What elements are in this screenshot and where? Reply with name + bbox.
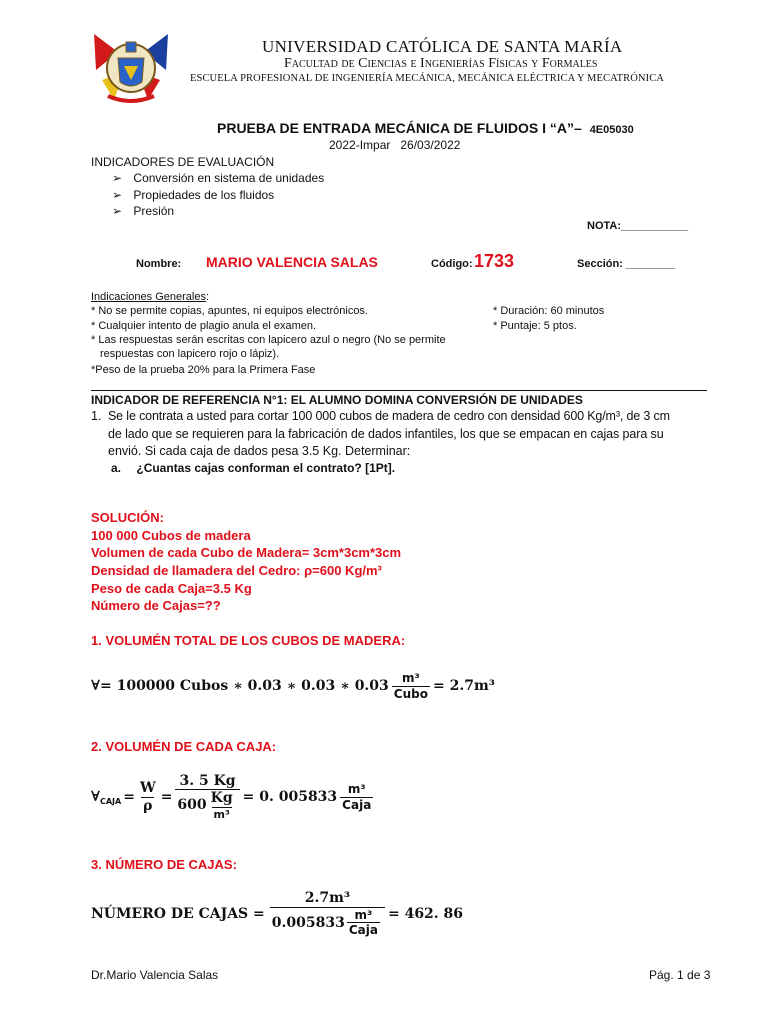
solution-heading: SOLUCIÓN: [91, 510, 164, 525]
step3-main-fraction: 2.7m³ 0.005833 $\frac{\text{m³}}{\text{Caja}}$ [270, 891, 385, 937]
arrow-bullet-icon: ➢ [112, 204, 123, 218]
code-label: Código: [431, 258, 473, 270]
instruction-line: * No se permite copias, apuntes, ni equipos electrónicos. [91, 305, 368, 317]
indicator-reference: INDICADOR DE REFERENCIA N°1: EL ALUMNO DOMINA CONVERSIÓN DE UNIDADES [91, 393, 583, 407]
course-code: 4E05030 [589, 124, 634, 136]
solution-line: Densidad de llamadera del Cedro: ρ=600 Kg/m³ [91, 563, 382, 578]
sub-question: a. ¿Cuantas cajas conforman el contrato? [1Pt]. [111, 461, 396, 475]
indicator-item: ➢ Conversión en sistema de unidades [112, 171, 325, 185]
indicators-heading: INDICADORES DE EVALUACIÓN [91, 155, 275, 169]
step2-main-fraction: 3. 5 Kg 600 $\frac{Kg}{\text{m³}}$ [175, 774, 239, 821]
solution-line: Número de Cajas=?? [91, 598, 221, 613]
name-label: Nombre: [136, 258, 182, 270]
step2-heading: 2. VOLUMÉN DE CADA CAJA: [91, 739, 277, 754]
problem-text-line-2: de lado que se requieren para la fabricación de dados infantiles, los que se empacan en cajas para su [108, 427, 664, 441]
weight-over-density: $\frac{W}{\rho}$ [139, 779, 156, 814]
step2-equation: ∀ CAJA = $\frac{W}{\rho}$ = 3. 5 Kg 600 $\frac{Kg}{\text{m³}}$ = 0. 005833 $\frac{\text{m³}}{\text{Caja}}$ [91, 772, 372, 821]
instruction-score: * Puntaje: 5 ptos. [493, 320, 577, 332]
school-name: ESCUELA PROFESIONAL DE INGENIERÍA MECÁNICA, MECÁNICA ELÉCTRICA Y MECATRÓNICA [190, 73, 664, 84]
instruction-duration: * Duración: 60 minutos [493, 305, 605, 317]
university-logo [88, 30, 174, 108]
instruction-line: respuestas con lapicero rojo o lápiz). [100, 348, 280, 360]
step3-heading: 3. NÚMERO DE CAJAS: [91, 857, 237, 872]
student-code: 1733 [474, 251, 515, 271]
instruction-line: *Peso de la prueba 20% para la Primera Fase [91, 364, 316, 376]
step1-equation [91, 666, 495, 706]
footer-author: Dr.Mario Valencia Salas [91, 968, 219, 982]
instructions-heading: Indicaciones Generales: [91, 291, 210, 303]
step3-equation: NÚMERO DE CAJAS = 2.7m³ 0.005833 $\frac{\text{m³}}{\text{Caja}}$ = 462. 86 [91, 890, 464, 938]
student-name: MARIO VALENCIA SALAS [206, 254, 378, 270]
problem-number: 1. [91, 409, 102, 423]
grade-field: NOTA:___________ [587, 220, 689, 232]
exam-title-text: PRUEBA DE ENTRADA MECÁNICA DE FLUIDOS I “A”– [217, 120, 582, 136]
solution-line: Volumen de cada Cubo de Madera= 3cm*3cm*3cm [91, 545, 402, 560]
indicator-item: ➢ Presión [112, 204, 175, 218]
exam-title [217, 120, 634, 136]
problem-text-line-3: envió. Si cada caja de dados pesa 3.5 Kg. Determinar: [108, 444, 411, 458]
term-date: 2022-Impar 26/03/2022 [329, 138, 461, 152]
instruction-line: * Las respuestas serán escritas con lapicero azul o negro (No se permite [91, 334, 446, 346]
problem-text-line-1: Se le contrata a usted para cortar 100 000 cubos de madera de cedro con densidad 600 Kg/m³, de 3 cm [108, 409, 670, 423]
university-name: UNIVERSIDAD CATÓLICA DE SANTA MARÍA [262, 37, 623, 56]
step1-result: = 2.7m³ [432, 678, 495, 694]
section-field: Sección: ________ [577, 258, 675, 270]
solution-line: 100 000 Cubos de madera [91, 528, 251, 543]
faculty-name: Facultad de Ciencias e Ingenierías Físicas y Formales [284, 56, 598, 71]
step1-heading: 1. VOLUMÉN TOTAL DE LOS CUBOS DE MADERA: [91, 633, 406, 648]
step2-unit-fraction: $\frac{\text{m³}}{\text{Caja}}$ [342, 781, 372, 812]
solution-line: Peso de cada Caja=3.5 Kg [91, 581, 252, 596]
instruction-line: * Cualquier intento de plagio anula el examen. [91, 320, 317, 332]
step1-unit-fraction: $\frac{\text{m³}}{\text{Cubo}}$ [393, 670, 428, 701]
step1-lhs: ∀= 100000 Cubos ∗ 0.03 ∗ 0.03 ∗ 0.03 [91, 678, 389, 694]
page-number: Pág. 1 de 3 [649, 968, 711, 982]
indicator-item: ➢ Propiedades de los fluidos [112, 188, 275, 202]
arrow-bullet-icon: ➢ [112, 188, 123, 202]
arrow-bullet-icon: ➢ [112, 171, 123, 185]
divider [91, 390, 707, 391]
